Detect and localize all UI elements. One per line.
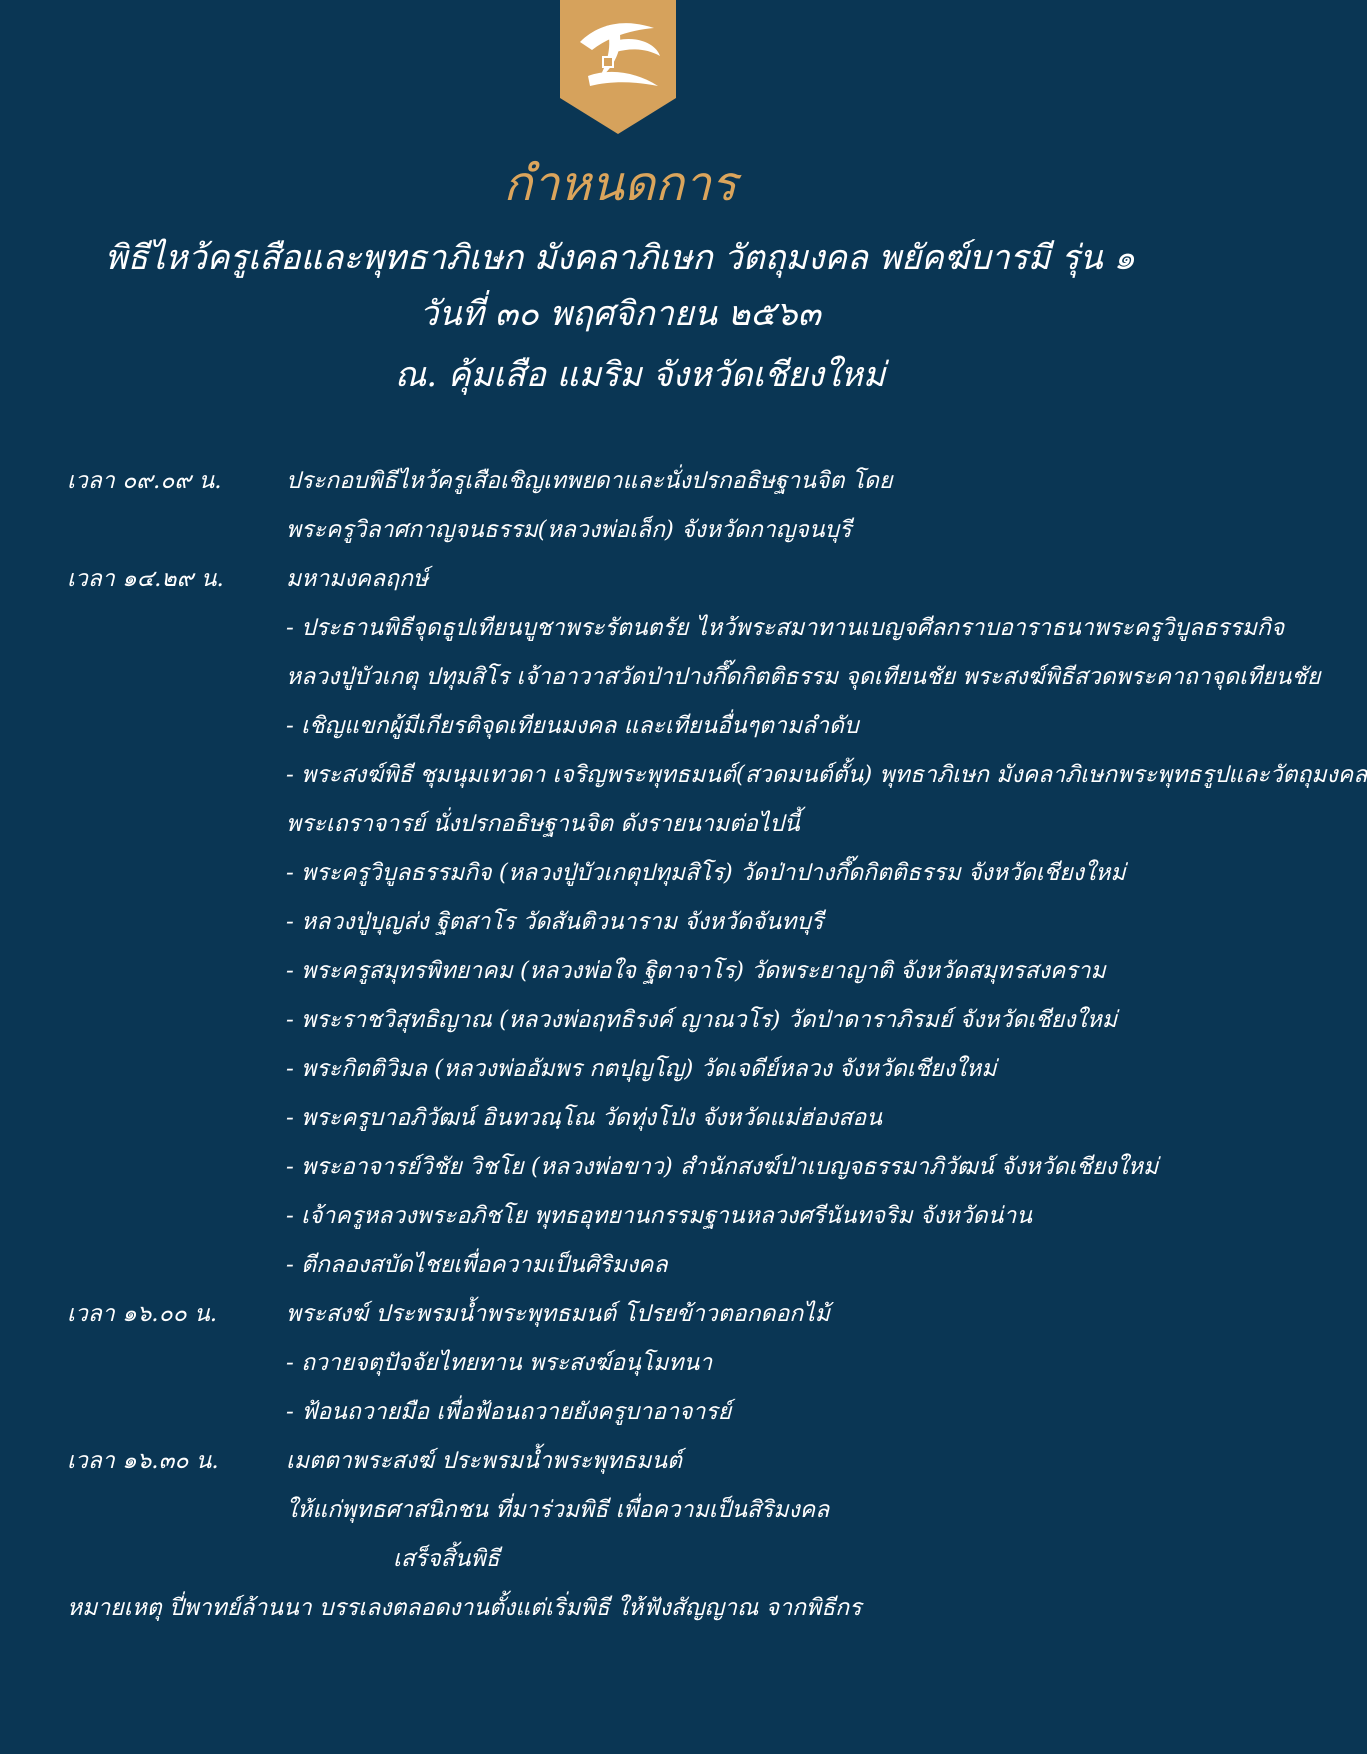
schedule-line: - ตีกลองสบัดไชยเพื่อความเป็นศิริมงคล <box>286 1252 668 1278</box>
schedule-line: - เชิญแขกผู้มีเกียรติจุดเทียนมงคล และเทียนอื่นๆตามลำดับ <box>286 713 859 739</box>
schedule-line: - ฟ้อนถวายมือ เพื่อฟ้อนถวายยังครูบาอาจารย์ <box>286 1399 732 1425</box>
monk-list-item: - พระครูสมุทรพิทยาคม (หลวงพ่อใจ ฐิตาจาโร) วัดพระยาญาติ จังหวัดสมุทรสงคราม <box>286 958 1106 984</box>
monk-list-item: - เจ้าครูหลวงพระอภิชโย พุทธอุทยานกรรมฐานหลวงศรีนันทจริม จังหวัดน่าน <box>286 1203 1032 1229</box>
logo-badge <box>560 0 676 134</box>
schedule-line: - ประธานพิธีจุดธูปเทียนบูชาพระรัตนตรัย ไหว้พระสมาทานเบญจศีลกราบอาราธนาพระครูวิบูลธรรมกิจ <box>286 615 1285 641</box>
time-slot-1: เวลา ๐๙.๐๙ น. <box>67 468 222 494</box>
time-slot-2: เวลา ๑๔.๒๙ น. <box>67 566 224 592</box>
ceremony-name: พิธีไหว้ครูเสือและพุทธาภิเษก มังคลาภิเษก วัตถุมงคล พยัคฆ์บารมี รุ่น ๑ <box>104 238 1136 278</box>
schedule-line: พระครูวิลาศกาญจนธรรม(หลวงพ่อเล็ก) จังหวัดกาญจนบุรี <box>286 517 852 543</box>
page-title: กำหนดการ <box>503 156 737 212</box>
ceremony-location: ณ. คุ้มเสือ แมริม จังหวัดเชียงใหม่ <box>394 355 886 395</box>
time-slot-4: เวลา ๑๖.๓๐ น. <box>67 1448 219 1474</box>
closing-line: เสร็จสิ้นพิธี <box>393 1546 500 1572</box>
schedule-line: เมตตาพระสงฆ์ ประพรมน้ำพระพุทธมนต์ <box>286 1448 682 1474</box>
monk-list-item: - พระครูวิบูลธรรมกิจ (หลวงปู่บัวเกตุปทุมสิโร) วัดป่าปางกึ๊ดกิตติธรรม จังหวัดเชียงใหม่ <box>286 860 1126 886</box>
time-slot-3: เวลา ๑๖.๐๐ น. <box>67 1301 218 1327</box>
footnote: หมายเหตุ ปี่พาทย์ล้านนา บรรเลงตลอดงานตั้งแต่เริ่มพิธี ให้ฟังสัญญาณ จากพิธีกร <box>67 1595 862 1621</box>
monk-list-item: - พระราชวิสุทธิญาณ (หลวงพ่อฤทธิรงค์ ญาณวโร) วัดป่าดาราภิรมย์ จังหวัดเชียงใหม่ <box>286 1007 1118 1033</box>
schedule-line: มหามงคลฤกษ์ <box>286 566 429 592</box>
monk-list-item: - พระกิตติวิมล (หลวงพ่ออัมพร กตปุญโญ) วัดเจดีย์หลวง จังหวัดเชียงใหม่ <box>286 1056 997 1082</box>
schedule-line: พระสงฆ์ ประพรมน้ำพระพุทธมนต์ โปรยข้าวตอกดอกไม้ <box>286 1301 830 1327</box>
schedule-line: หลวงปู่บัวเกตุ ปทุมสิโร เจ้าอาวาสวัดป่าปางกึ๊ดกิตติธรรม จุดเทียนชัย พระสงฆ์พิธีสวดพระคาถาจุดเทียนชัย <box>286 664 1321 690</box>
schedule-line: - ถวายจตุปัจจัยไทยทาน พระสงฆ์อนุโมทนา <box>286 1350 713 1376</box>
monk-list-item: - พระครูบาอภิวัฒน์ อินทวณฺโณ วัดทุ่งโป่ง จังหวัดแม่ฮ่องสอน <box>286 1105 882 1131</box>
tiger-brush-emblem-icon <box>560 0 676 134</box>
schedule-line: พระเถราจารย์ นั่งปรกอธิษฐานจิต ดังรายนามต่อไปนี้ <box>286 811 800 837</box>
monk-list-item: - พระอาจารย์วิชัย วิชโย (หลวงพ่อขาว) สำนักสงฆ์ป่าเบญจธรรมาภิวัฒน์ จังหวัดเชียงใหม่ <box>286 1154 1159 1180</box>
schedule-line: - พระสงฆ์พิธี ชุมนุมเทวดา เจริญพระพุทธมนต์(สวดมนต์ตั้น) พุทธาภิเษก มังคลาภิเษกพระพุทธรูปและวัตถุมงคล <box>286 762 1367 788</box>
monk-list-item: - หลวงปู่บุญส่ง ฐิตสาโร วัดสันติวนาราม จังหวัดจันทบุรี <box>286 909 824 935</box>
schedule-line: ให้แก่พุทธศาสนิกชน ที่มาร่วมพิธี เพื่อความเป็นสิริมงคล <box>286 1497 830 1523</box>
schedule-line: ประกอบพิธีไหว้ครูเสือเชิญเทพยดาและนั่งปรกอธิษฐานจิต โดย <box>286 468 893 494</box>
ceremony-date: วันที่ ๓๐ พฤศจิกายน ๒๕๖๓ <box>419 294 821 334</box>
